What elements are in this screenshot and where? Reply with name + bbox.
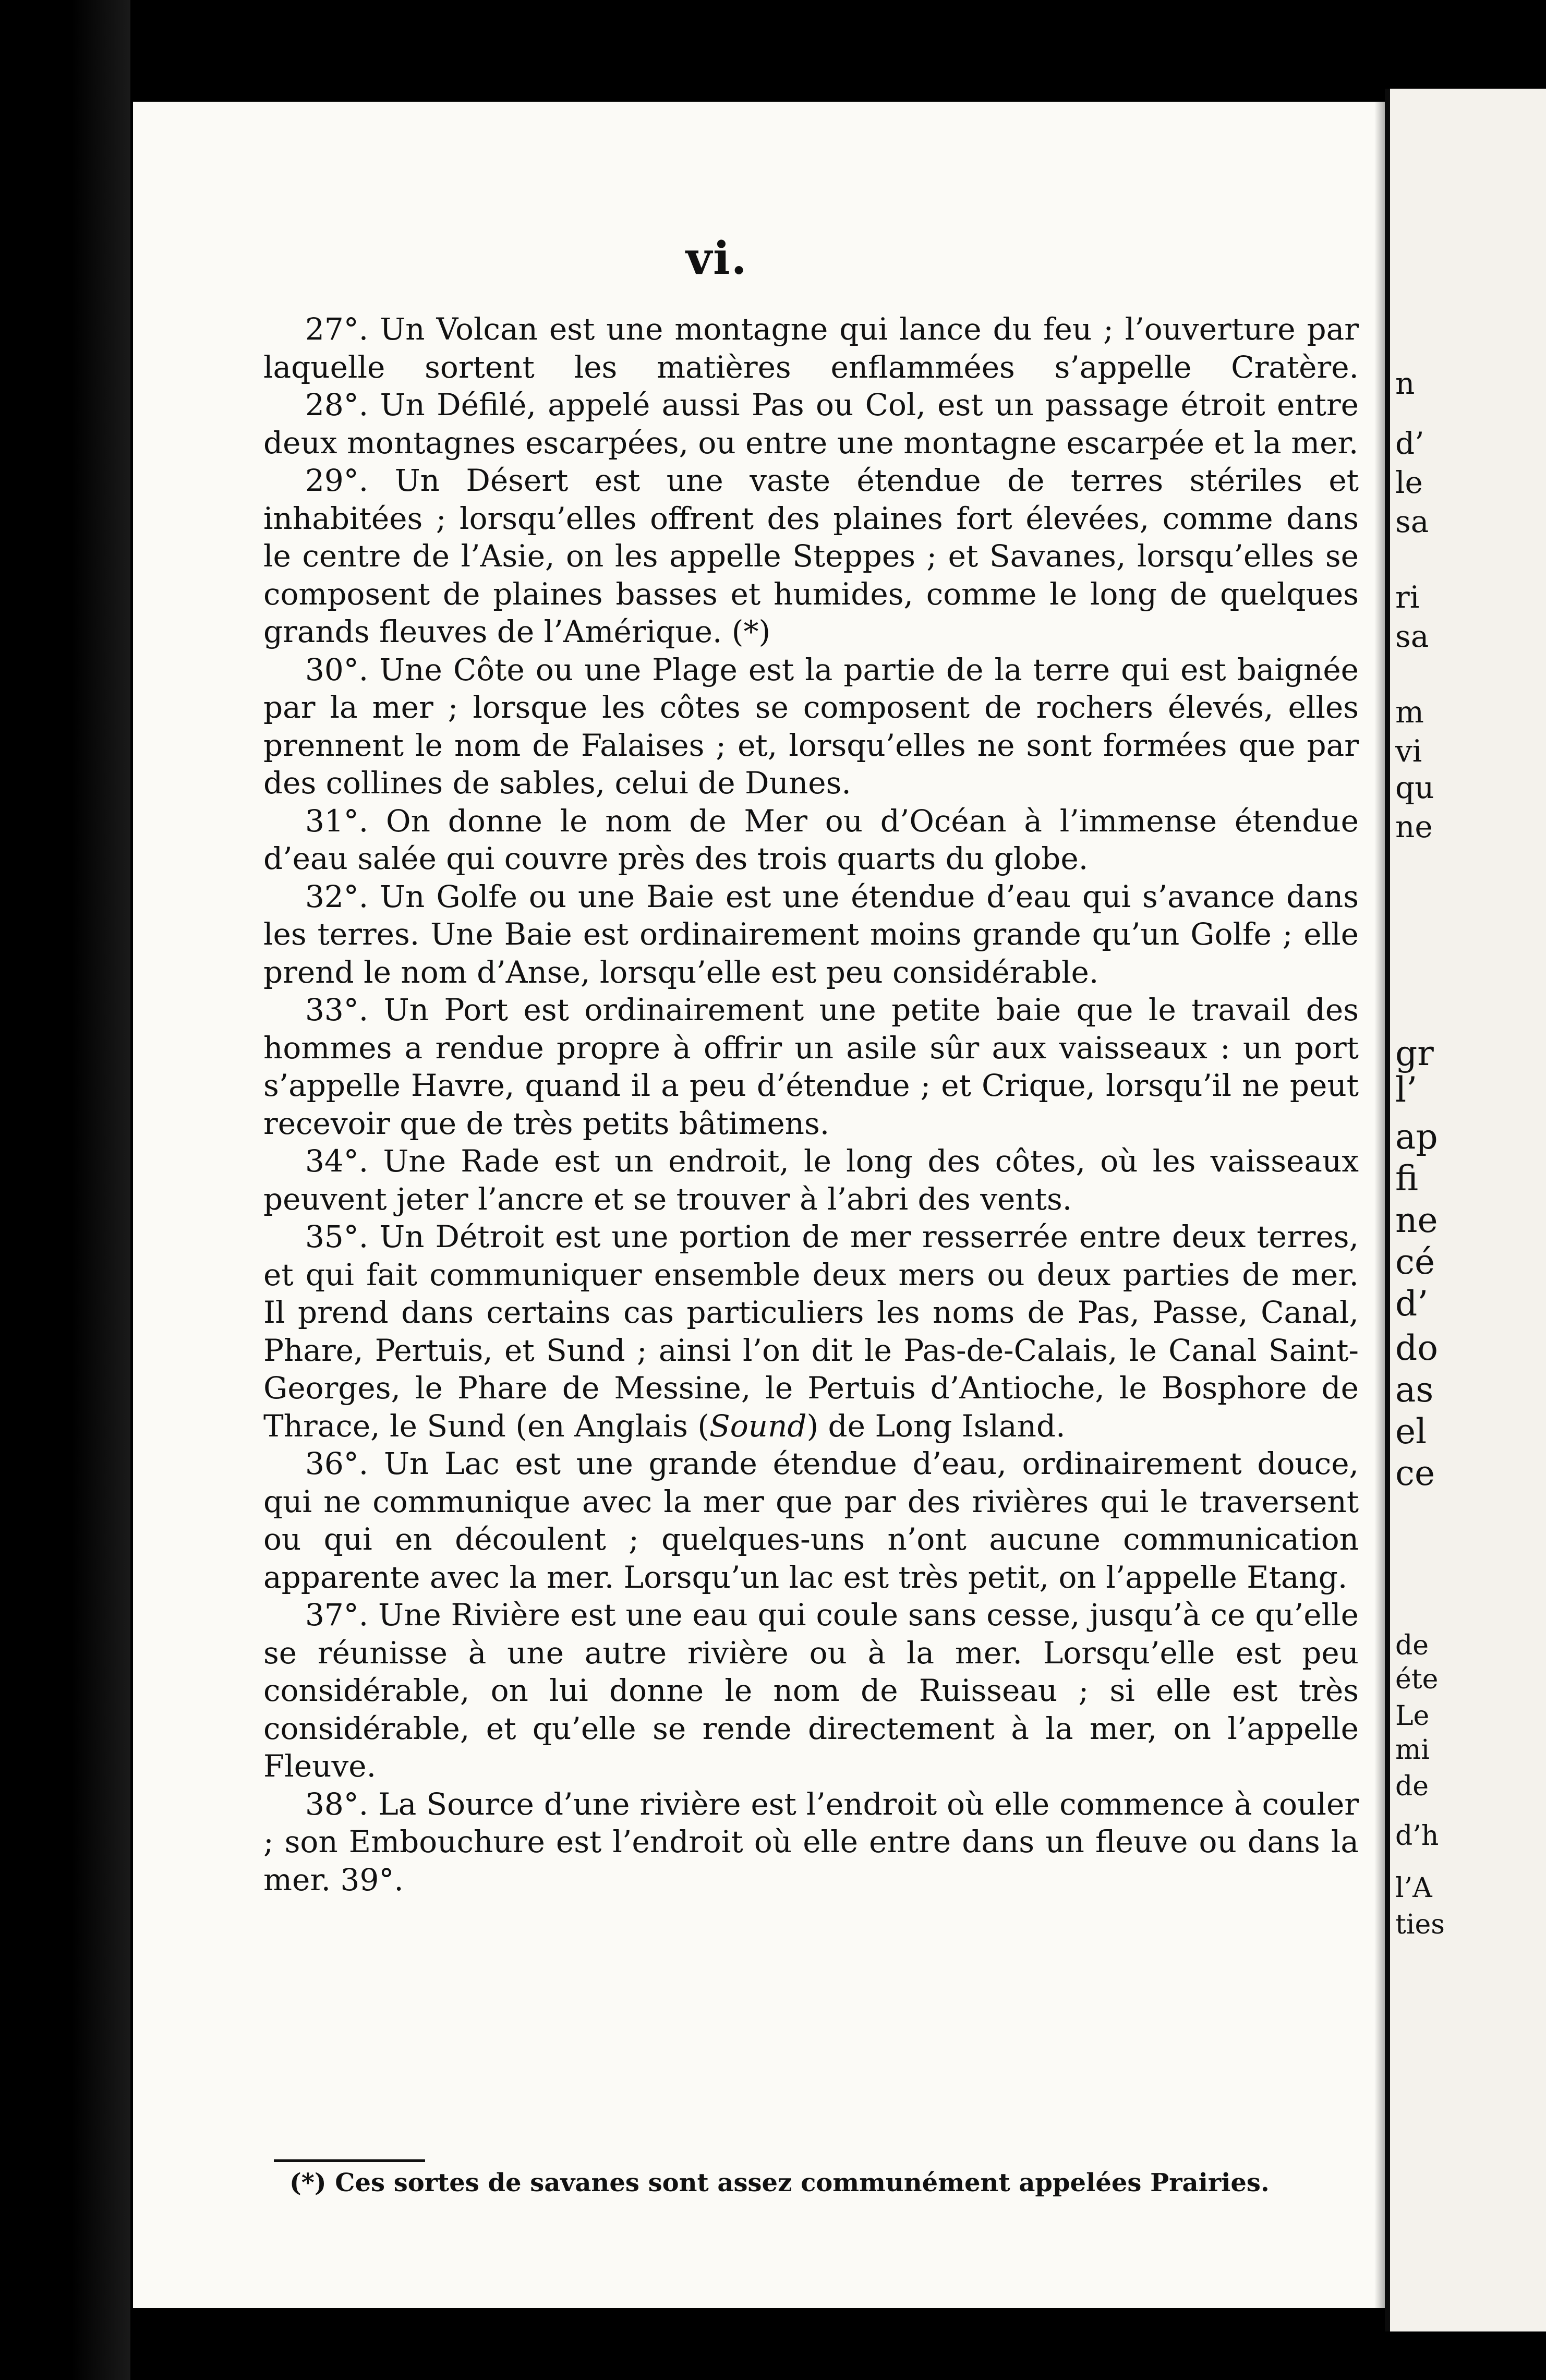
adjacent-fragment: d’	[1395, 426, 1424, 461]
adjacent-fragment: l’A	[1395, 1872, 1432, 1904]
paragraph-37: 37°. Une Rivière est une eau qui coule sans cesse, jusqu’à ce qu’elle se réunisse à une autre rivière ou à la mer. Lorsqu’elle est peu considérable, on lui donne le nom de Ruisseau ; si elle est très considérable, et qu’elle se rende directement à la mer, on l’appelle Fleuve.	[263, 1597, 1359, 1784]
paragraph-32: 32°. Un Golfe ou une Baie est une étendue d’eau qui s’avance dans les terres. Une Baie est ordinairement moins grande qu’un Golfe ; elle prend le nom d’Anse, lorsqu’elle est peu considérable.	[263, 878, 1359, 990]
footnote: (*) Ces sortes de savanes sont assez communément appelées Prairies.	[289, 2168, 1270, 2197]
adjacent-fragment: fi	[1395, 1158, 1419, 1199]
paragraph-28: 28°. Un Défilé, appelé aussi Pas ou Col, est un passage étroit entre deux montagnes escarpées, ou entre une montagne escarpée et la mer.	[263, 387, 1359, 461]
paragraph-35-text: 35°. Un Détroit est une portion de mer resserrée entre deux terres, et qui fait communiquer ensemble deux mers ou deux parties de mer. Il prend dans certains cas particuliers les noms de Pas, Passe, Canal, Phare, Pertuis, et Sund ; ainsi l’on dit le Pas-de-Calais, le Canal Saint-Georges, le Phare de Messine, le Pertuis d’Antioche, le Bosphore de Thrace, le Sund (en Anglais	[263, 1219, 1359, 1444]
adjacent-fragment: el	[1395, 1411, 1427, 1452]
paragraph-27: 27°. Un Volcan est une montagne qui lance du feu ; l’ouverture par laquelle sortent les matières enflammées s’appelle Cratère.	[263, 311, 1359, 385]
body-text	[263, 310, 1359, 1899]
adjacent-fragment: gr	[1395, 1033, 1434, 1073]
adjacent-fragment: vi	[1395, 733, 1422, 769]
adjacent-fragment: ap	[1395, 1117, 1438, 1157]
adjacent-fragment: cé	[1395, 1242, 1435, 1282]
adjacent-fragment: mi	[1395, 1734, 1430, 1766]
paragraph-35-italic: Sound	[709, 1408, 807, 1444]
paragraph-30: 30°. Une Côte ou une Plage est la partie de la terre qui est baignée par la mer ; lorsque les côtes se composent de rochers élevés, elles prennent le nom de Falaises ; et, lorsqu’elles ne sont formées que par des collines de sables, celui de Dunes.	[263, 651, 1359, 801]
book-page	[133, 102, 1385, 2308]
paragraph-36: 36°. Un Lac est une grande étendue d’eau, ordinairement douce, qui ne communique avec la mer que par des rivières qui le traversent ou qui en découlent ; quelques-uns n’ont aucune communication apparente avec la mer. Lorsqu’un lac est très petit, on l’appelle Etang.	[263, 1446, 1359, 1595]
adjacent-fragment: l’	[1395, 1070, 1418, 1110]
scan-border-left	[0, 0, 130, 2380]
adjacent-page-edge	[1385, 89, 1546, 2331]
footnote-rule	[274, 2159, 425, 2162]
paragraph-33: 33°. Un Port est ordinairement une petite baie que le travail des hommes a rendue propre à offrir un asile sûr aux vaisseaux : un port s’appelle Havre, quand il a peu d’étendue ; et Crique, lorsqu’il ne peut recevoir que de très petits bâtimens.	[263, 992, 1359, 1141]
adjacent-fragment: de	[1395, 1630, 1429, 1661]
adjacent-fragment: éte	[1395, 1664, 1439, 1695]
adjacent-fragment: ce	[1395, 1453, 1435, 1493]
adjacent-fragment: Le	[1395, 1700, 1430, 1732]
adjacent-fragment: de	[1395, 1771, 1429, 1802]
adjacent-fragment: ties	[1395, 1909, 1445, 1940]
paragraph-29: 29°. Un Désert est une vaste étendue de terres stériles et inhabitées ; lorsqu’elles offrent des plaines fort élevées, comme dans le centre de l’Asie, on les appelle Steppes ; et Savanes, lorsqu’elles se composent de plaines basses et humides, comme le long de quelques grands fleuves de l’Amérique. (*)	[263, 463, 1359, 649]
adjacent-fragment: d’h	[1395, 1820, 1439, 1852]
adjacent-fragment: ne	[1395, 1200, 1438, 1240]
adjacent-fragment: m	[1395, 694, 1424, 730]
adjacent-fragment: le	[1395, 465, 1423, 500]
paragraph-38: 38°. La Source d’une rivière est l’endroit où elle commence à couler ; son Embouchure est l’endroit où elle entre dans un fleuve ou dans la mer. 39°.	[263, 1786, 1359, 1898]
paragraph-35-tail: ) de Long Island.	[806, 1408, 1066, 1444]
page-number: vi.	[686, 232, 748, 285]
paragraph-31: 31°. On donne le nom de Mer ou d’Océan à l’immense étendue d’eau salée qui couvre près des trois quarts du globe.	[263, 803, 1359, 876]
adjacent-fragment: ne	[1395, 809, 1433, 844]
paragraph-35: 35°. Un Détroit est une portion de mer resserrée entre deux terres, et qui fait communiquer ensemble deux mers ou deux parties de mer. Il prend dans certains cas particuliers les noms de Pas, Passe, Canal, Phare, Pertuis, et Sund ; ainsi l’on dit le Pas-de-Calais, le Canal Saint-Georges, le Phare de Messine, le Pertuis d’Antioche, le Bosphore de Thrace, le Sund (en Anglais (Sound) de Long Island.	[263, 1219, 1359, 1444]
adjacent-fragment: ri	[1395, 579, 1420, 615]
adjacent-fragment: qu	[1395, 770, 1434, 805]
adjacent-fragment: do	[1395, 1328, 1438, 1368]
adjacent-fragment: sa	[1395, 619, 1429, 654]
adjacent-fragment: sa	[1395, 504, 1429, 539]
paragraph-34: 34°. Une Rade est un endroit, le long des côtes, où les vaisseaux peuvent jeter l’ancre et se trouver à l’abri des vents.	[263, 1143, 1359, 1217]
adjacent-fragment: as	[1395, 1370, 1434, 1410]
adjacent-fragment: d’	[1395, 1284, 1429, 1324]
adjacent-fragment: n	[1395, 366, 1415, 401]
